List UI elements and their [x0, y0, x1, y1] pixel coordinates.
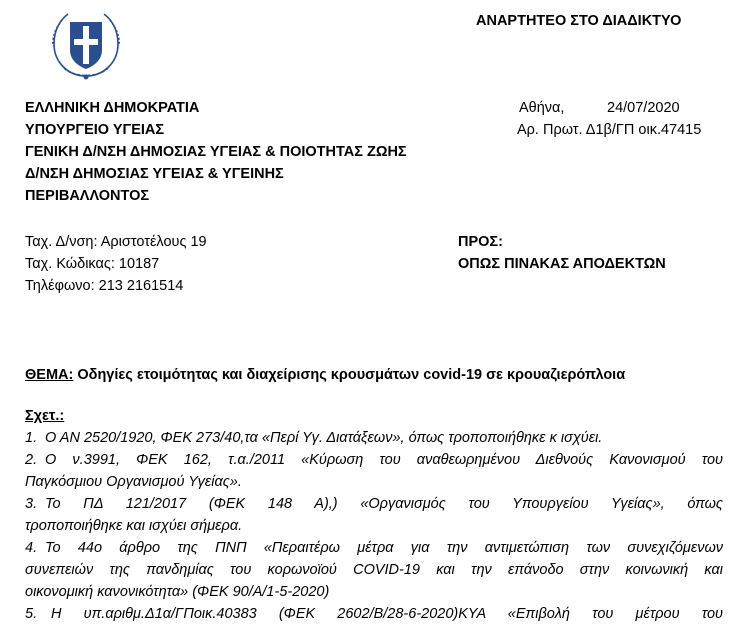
reference-num: 3.	[25, 496, 38, 512]
protocol-number: Αρ. Πρωτ. Δ1β/ΓΠ οικ.47415	[517, 122, 702, 138]
reference-list	[25, 427, 723, 625]
org-line-5: ΠΕΡΙΒΑΛΛΟΝΤΟΣ	[25, 188, 150, 204]
reference-num: 4.	[25, 540, 38, 556]
reference-num: 1.	[25, 430, 38, 446]
reference-item-1	[25, 427, 723, 449]
reference-line: Ο ΑΝ 2520/1920, ΦΕΚ 273/40,τα «Περί Υγ. Διατάξεων», όπως τροποποιήθηκε κ ισχύει.	[45, 430, 603, 446]
contact-address: Ταχ. Δ/νση: Αριστοτέλους 19	[25, 234, 207, 250]
contact-phone: Τηλέφωνο: 213 2161514	[25, 278, 184, 294]
reference-line: Το ΠΔ 121/2017 (ΦΕΚ 148 Α),) «Οργανισμός του Υπουργείου Υγείας», όπως	[45, 496, 723, 512]
reference-item-5	[25, 603, 723, 625]
reference-line: Η υπ.αριθμ.Δ1α/ΓΠοικ.40383 (ΦΕΚ 2602/Β/28-6-2020)ΚΥΑ «Επιβολή του μέτρου του	[51, 606, 723, 622]
reference-item-3	[25, 493, 723, 537]
reference-line: Παγκόσμιου Οργανισμού Υγείας».	[25, 474, 242, 490]
place-label: Αθήνα,	[519, 100, 565, 116]
reference-item-2	[25, 449, 723, 493]
subject	[25, 364, 625, 386]
subject-label: ΘΕΜΑ:	[25, 367, 74, 383]
org-line-3: ΓΕΝΙΚΗ Δ/ΝΣΗ ΔΗΜΟΣΙΑΣ ΥΓΕΙΑΣ & ΠΟΙΟΤΗΤΑΣ ΖΩΗΣ	[25, 144, 407, 160]
reference-num: 2.	[25, 452, 38, 468]
references-label: Σχετ.:	[25, 408, 65, 424]
publication-notice: ΑΝΑΡΤΗΤΕΟ ΣΤΟ ΔΙΑΔΙΚΤΥΟ	[476, 13, 682, 29]
reference-line: Ο ν.3991, ΦΕΚ 162, τ.α./2011 «Κύρωση του αναθεωρημένου Διεθνούς Κανονισμού του	[45, 452, 723, 468]
reference-line: Το 44ο άρθρο της ΠΝΠ «Περαιτέρω μέτρα για την αντιμετώπιση των συνεχιζόμενων	[45, 540, 723, 556]
recipient-label: ΠΡΟΣ:	[458, 234, 503, 250]
reference-line: οικονομική κανονικότητα» (ΦΕΚ 90/Α/1-5-2020)	[25, 584, 330, 600]
document-date: 24/07/2020	[607, 100, 680, 116]
reference-num: 5.	[25, 606, 38, 622]
greek-state-emblem-icon	[46, 6, 126, 84]
reference-line: συνεπειών της πανδημίας του κορωνοϊού COVID-19 και την επάνοδο στην κοινωνική και	[25, 562, 723, 578]
subject-text: Οδηγίες ετοιμότητας και διαχείρισης κρουσμάτων covid-19 σε κρουαζιερόπλοια	[73, 367, 626, 383]
recipient-value: ΟΠΩΣ ΠΙΝΑΚΑΣ ΑΠΟΔΕΚΤΩΝ	[458, 256, 666, 272]
org-line-1: ΕΛΛΗΝΙΚΗ ΔΗΜΟΚΡΑΤΙΑ	[25, 100, 200, 116]
reference-line: τροποποιήθηκε και ισχύει σήμερα.	[25, 518, 243, 534]
org-line-2: ΥΠΟΥΡΓΕΙΟ ΥΓΕΙΑΣ	[25, 122, 165, 138]
contact-postal: Ταχ. Κώδικας: 10187	[25, 256, 160, 272]
reference-item-4	[25, 537, 723, 603]
org-line-4: Δ/ΝΣΗ ΔΗΜΟΣΙΑΣ ΥΓΕΙΑΣ & ΥΓΕΙΝΗΣ	[25, 166, 284, 182]
